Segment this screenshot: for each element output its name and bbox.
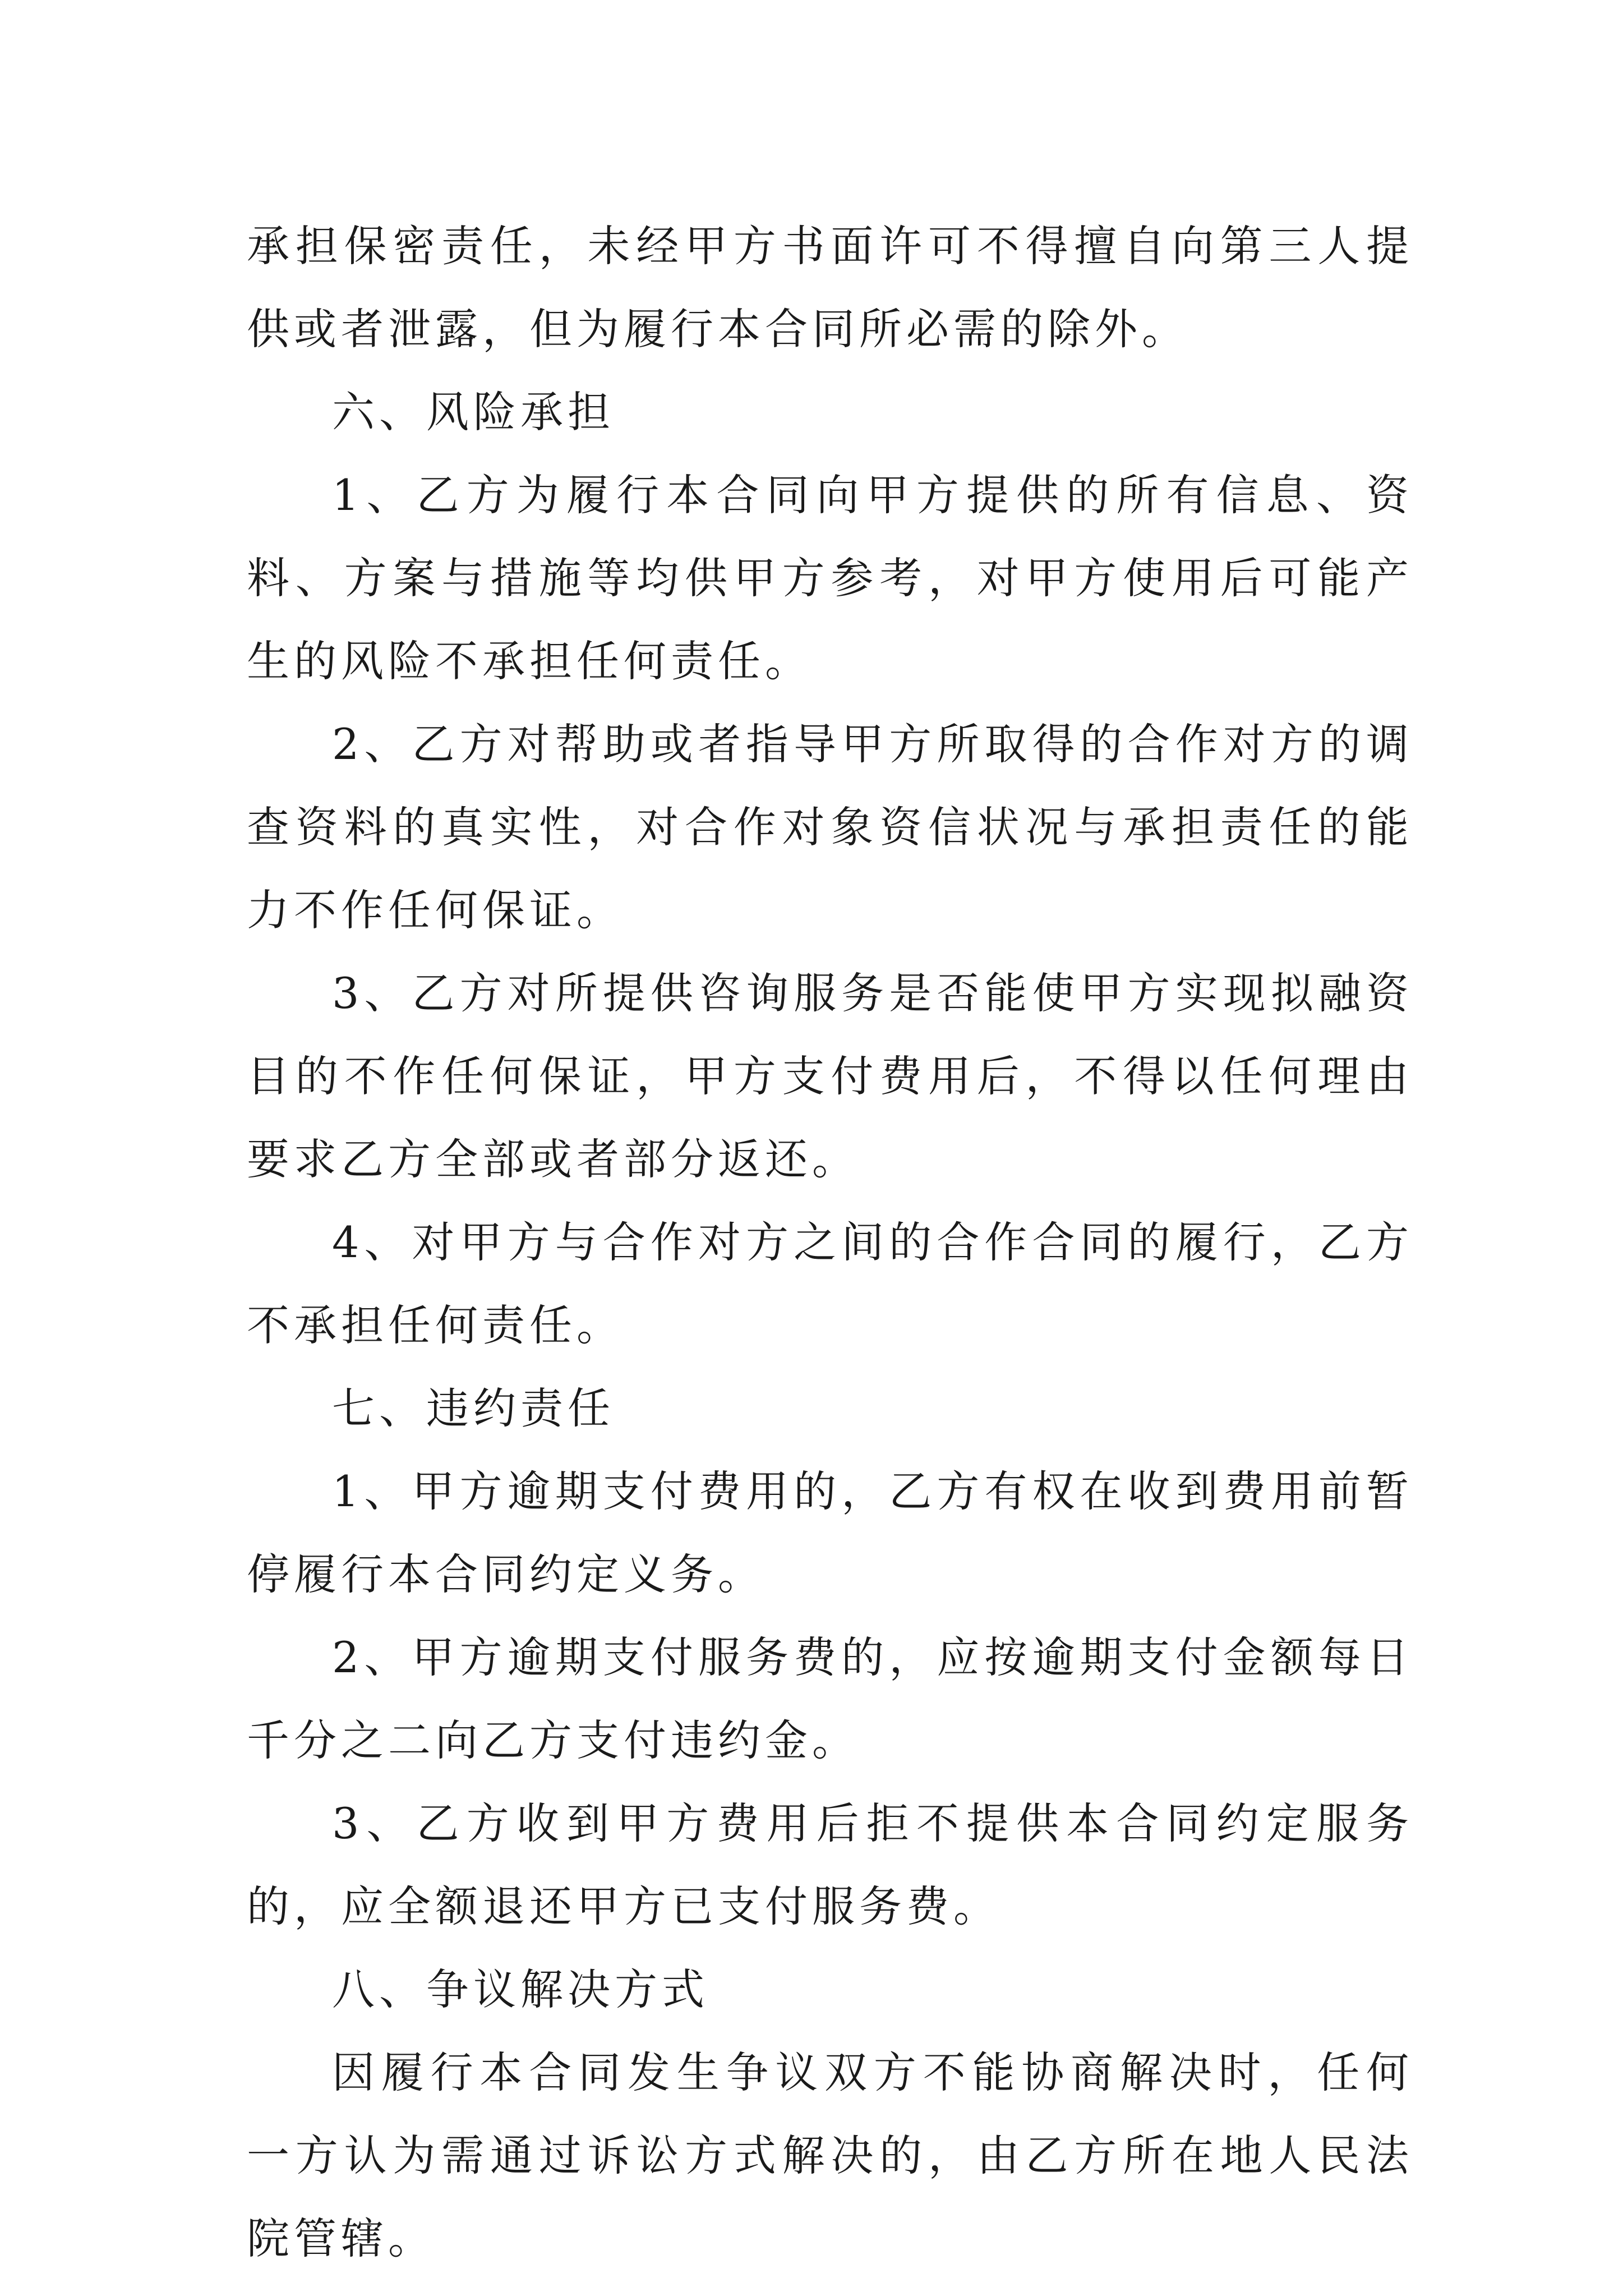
section-heading-dispute: 八、争议解决方式 xyxy=(332,1964,709,2014)
paragraph-risk-3: 3、乙方对所提供咨询服务是否能使甲方实现拟融资目的不作任何保证，甲方支付费用后，不得以任何理由要求乙方全部或者部分返还。 xyxy=(247,968,1413,1184)
document-body xyxy=(247,205,1413,2280)
paragraph-breach-1: 1、甲方逾期支付费用的，乙方有权在收到费用前暂停履行本合同约定义务。 xyxy=(247,1466,1413,1599)
paragraph-risk-2: 2、乙方对帮助或者指导甲方所取得的合作对方的调查资料的真实性，对合作对象资信状况与承担责任的能力不作任何保证。 xyxy=(247,719,1413,935)
paragraph-risk-4: 4、对甲方与合作对方之间的合作合同的履行，乙方不承担任何责任。 xyxy=(247,1217,1413,1350)
paragraph-breach-3: 3、乙方收到甲方费用后拒不提供本合同约定服务的，应全额退还甲方已支付服务费。 xyxy=(247,1798,1413,1931)
paragraph-confidentiality-continued: 承担保密责任，未经甲方书面许可不得擅自向第三人提供或者泄露，但为履行本合同所必需的除外。 xyxy=(247,221,1413,354)
paragraph-dispute: 因履行本合同发生争议双方不能协商解决时，任何一方认为需通过诉讼方式解决的，由乙方所在地人民法院管辖。 xyxy=(247,2047,1413,2263)
paragraph-breach-2: 2、甲方逾期支付服务费的，应按逾期支付金额每日千分之二向乙方支付违约金。 xyxy=(247,1632,1413,1765)
section-heading-risk: 六、风险承担 xyxy=(332,387,615,437)
paragraph-risk-1: 1、乙方为履行本合同向甲方提供的所有信息、资料、方案与措施等均供甲方参考，对甲方使用后可能产生的风险不承担任何责任。 xyxy=(247,470,1413,686)
section-heading-breach: 七、违约责任 xyxy=(332,1383,615,1433)
